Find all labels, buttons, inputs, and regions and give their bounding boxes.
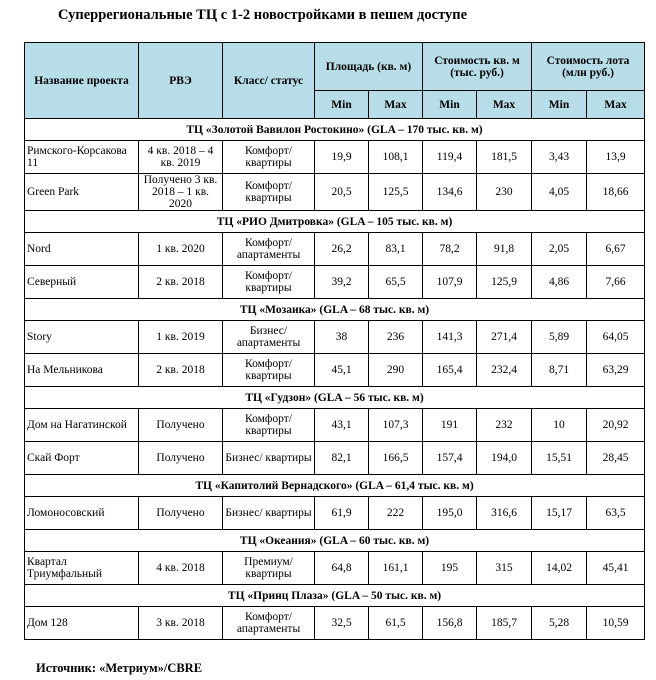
cell-price-lot-min: 5,89 <box>532 321 587 354</box>
cell-class: Комфорт/ апартаменты <box>223 233 315 266</box>
document-title: Суперрегиональные ТЦ с 1-2 новостройками в пешем доступе <box>58 7 468 23</box>
cell-rve: 3 кв. 2018 <box>139 607 223 640</box>
cell-area-max: 161,1 <box>369 552 423 585</box>
cell-area-max: 107,3 <box>369 409 423 442</box>
table-row <box>25 409 645 442</box>
cell-price-lot-max: 6,67 <box>587 233 645 266</box>
cell-price-lot-min: 5,28 <box>532 607 587 640</box>
group-row <box>25 211 645 233</box>
cell-area-min: 26,2 <box>315 233 369 266</box>
cell-project-name: Дом на Нагатинской <box>25 409 139 442</box>
header-class: Класс/ статус <box>223 43 315 119</box>
cell-price-lot-min: 8,71 <box>532 354 587 387</box>
cell-price-lot-max: 45,41 <box>587 552 645 585</box>
cell-class: Бизнес/ апартаменты <box>223 321 315 354</box>
cell-area-min: 45,1 <box>315 354 369 387</box>
group-row <box>25 530 645 552</box>
cell-price-sqm-max: 230 <box>477 174 532 211</box>
cell-area-max: 65,5 <box>369 266 423 299</box>
header-price-sqm: Стоимость кв. м (тыс. руб.) <box>423 43 532 91</box>
cell-project-name: Дом 128 <box>25 607 139 640</box>
table-row <box>25 266 645 299</box>
cell-price-lot-max: 20,92 <box>587 409 645 442</box>
cell-price-sqm-max: 91,8 <box>477 233 532 266</box>
cell-price-lot-min: 15,17 <box>532 497 587 530</box>
cell-class: Комфорт/ квартиры <box>223 409 315 442</box>
cell-price-sqm-max: 125,9 <box>477 266 532 299</box>
cell-area-min: 32,5 <box>315 607 369 640</box>
cell-price-sqm-min: 156,8 <box>423 607 477 640</box>
cell-rve: 2 кв. 2018 <box>139 354 223 387</box>
cell-area-max: 290 <box>369 354 423 387</box>
cell-rve: Получено 3 кв. 2018 – 1 кв. 2020 <box>139 174 223 211</box>
group-row <box>25 585 645 607</box>
cell-class: Комфорт/ квартиры <box>223 174 315 211</box>
cell-price-lot-min: 14,02 <box>532 552 587 585</box>
cell-price-sqm-max: 185,7 <box>477 607 532 640</box>
header-area-min: Min <box>315 91 369 119</box>
cell-price-lot-min: 4,05 <box>532 174 587 211</box>
cell-project-name: Квартал Триумфальный <box>25 552 139 585</box>
cell-price-lot-max: 63,5 <box>587 497 645 530</box>
group-title: ТЦ «Золотой Вавилон Ростокино» (GLA – 170 тыс. кв. м) <box>25 119 645 141</box>
header-price-sqm-max: Max <box>477 91 532 119</box>
group-title: ТЦ «Гудзон» (GLA – 56 тыс. кв. м) <box>25 387 645 409</box>
data-table <box>24 42 645 640</box>
header-area: Площадь (кв. м) <box>315 43 423 91</box>
cell-price-sqm-max: 316,6 <box>477 497 532 530</box>
cell-project-name: Nord <box>25 233 139 266</box>
header-price-sqm-min: Min <box>423 91 477 119</box>
cell-rve: Получено <box>139 409 223 442</box>
cell-area-max: 236 <box>369 321 423 354</box>
header-price-lot-min: Min <box>532 91 587 119</box>
cell-price-sqm-min: 157,4 <box>423 442 477 475</box>
group-title: ТЦ «РИО Дмитровка» (GLA – 105 тыс. кв. м) <box>25 211 645 233</box>
cell-price-sqm-max: 271,4 <box>477 321 532 354</box>
cell-rve: 2 кв. 2018 <box>139 266 223 299</box>
cell-area-min: 82,1 <box>315 442 369 475</box>
cell-price-sqm-min: 119,4 <box>423 141 477 174</box>
cell-price-sqm-max: 194,0 <box>477 442 532 475</box>
group-row <box>25 299 645 321</box>
header-price-lot: Стоимость лота (млн руб.) <box>532 43 645 91</box>
cell-price-lot-max: 13,9 <box>587 141 645 174</box>
cell-price-lot-min: 10 <box>532 409 587 442</box>
table-row <box>25 497 645 530</box>
group-title: ТЦ «Мозаика» (GLA – 68 тыс. кв. м) <box>25 299 645 321</box>
cell-price-sqm-min: 195,0 <box>423 497 477 530</box>
cell-class: Бизнес/ квартиры <box>223 442 315 475</box>
cell-rve: 4 кв. 2018 <box>139 552 223 585</box>
table-row <box>25 233 645 266</box>
cell-project-name: На Мельникова <box>25 354 139 387</box>
header-price-lot-max: Max <box>587 91 645 119</box>
cell-price-lot-min: 3,43 <box>532 141 587 174</box>
group-row <box>25 119 645 141</box>
cell-area-min: 61,9 <box>315 497 369 530</box>
source-note: Источник: «Метриум»/CBRE <box>36 661 203 675</box>
table-row <box>25 552 645 585</box>
cell-price-lot-min: 15,51 <box>532 442 587 475</box>
cell-project-name: Ломоносовский <box>25 497 139 530</box>
table-row <box>25 442 645 475</box>
group-row <box>25 387 645 409</box>
cell-price-sqm-max: 315 <box>477 552 532 585</box>
cell-area-max: 125,5 <box>369 174 423 211</box>
cell-project-name: Green Park <box>25 174 139 211</box>
cell-price-sqm-max: 232,4 <box>477 354 532 387</box>
cell-project-name: Северный <box>25 266 139 299</box>
cell-area-min: 39,2 <box>315 266 369 299</box>
cell-price-lot-max: 28,45 <box>587 442 645 475</box>
cell-price-sqm-min: 191 <box>423 409 477 442</box>
cell-price-lot-min: 2,05 <box>532 233 587 266</box>
cell-rve: Получено <box>139 442 223 475</box>
cell-class: Бизнес/ квартиры <box>223 497 315 530</box>
cell-price-sqm-max: 232 <box>477 409 532 442</box>
cell-area-min: 20,5 <box>315 174 369 211</box>
cell-area-min: 43,1 <box>315 409 369 442</box>
cell-price-lot-max: 63,29 <box>587 354 645 387</box>
cell-price-lot-max: 10,59 <box>587 607 645 640</box>
table-row <box>25 607 645 640</box>
cell-price-lot-min: 4,86 <box>532 266 587 299</box>
header-area-max: Max <box>369 91 423 119</box>
cell-area-min: 38 <box>315 321 369 354</box>
cell-area-max: 61,5 <box>369 607 423 640</box>
table-row <box>25 174 645 211</box>
cell-area-min: 64,8 <box>315 552 369 585</box>
cell-rve: 1 кв. 2019 <box>139 321 223 354</box>
table-body <box>25 119 645 640</box>
table-row <box>25 354 645 387</box>
cell-project-name: Скай Форт <box>25 442 139 475</box>
cell-class: Комфорт/ квартиры <box>223 141 315 174</box>
cell-area-max: 108,1 <box>369 141 423 174</box>
cell-class: Премиум/ квартиры <box>223 552 315 585</box>
cell-rve: 4 кв. 2018 – 4 кв. 2019 <box>139 141 223 174</box>
cell-project-name: Story <box>25 321 139 354</box>
cell-price-sqm-min: 195 <box>423 552 477 585</box>
group-title: ТЦ «Океания» (GLA – 60 тыс. кв. м) <box>25 530 645 552</box>
cell-price-sqm-max: 181,5 <box>477 141 532 174</box>
cell-rve: 1 кв. 2020 <box>139 233 223 266</box>
cell-project-name: Римского-Корсакова 11 <box>25 141 139 174</box>
cell-price-lot-max: 7,66 <box>587 266 645 299</box>
cell-price-sqm-min: 141,3 <box>423 321 477 354</box>
group-title: ТЦ «Капитолий Вернадского» (GLA – 61,4 тыс. кв. м) <box>25 475 645 497</box>
cell-rve: Получено <box>139 497 223 530</box>
cell-price-lot-max: 18,66 <box>587 174 645 211</box>
table-row <box>25 321 645 354</box>
cell-price-sqm-min: 107,9 <box>423 266 477 299</box>
cell-area-min: 19,9 <box>315 141 369 174</box>
cell-class: Комфорт/ квартиры <box>223 354 315 387</box>
cell-class: Комфорт/ апартаменты <box>223 607 315 640</box>
cell-price-sqm-min: 78,2 <box>423 233 477 266</box>
cell-area-max: 166,5 <box>369 442 423 475</box>
group-title: ТЦ «Принц Плаза» (GLA – 50 тыс. кв. м) <box>25 585 645 607</box>
header-rve: РВЭ <box>139 43 223 119</box>
cell-price-sqm-min: 165,4 <box>423 354 477 387</box>
table-row <box>25 141 645 174</box>
cell-area-max: 83,1 <box>369 233 423 266</box>
header-project: Название проекта <box>25 43 139 119</box>
cell-price-lot-max: 64,05 <box>587 321 645 354</box>
cell-area-max: 222 <box>369 497 423 530</box>
cell-price-sqm-min: 134,6 <box>423 174 477 211</box>
group-row <box>25 475 645 497</box>
cell-class: Комфорт/ квартиры <box>223 266 315 299</box>
